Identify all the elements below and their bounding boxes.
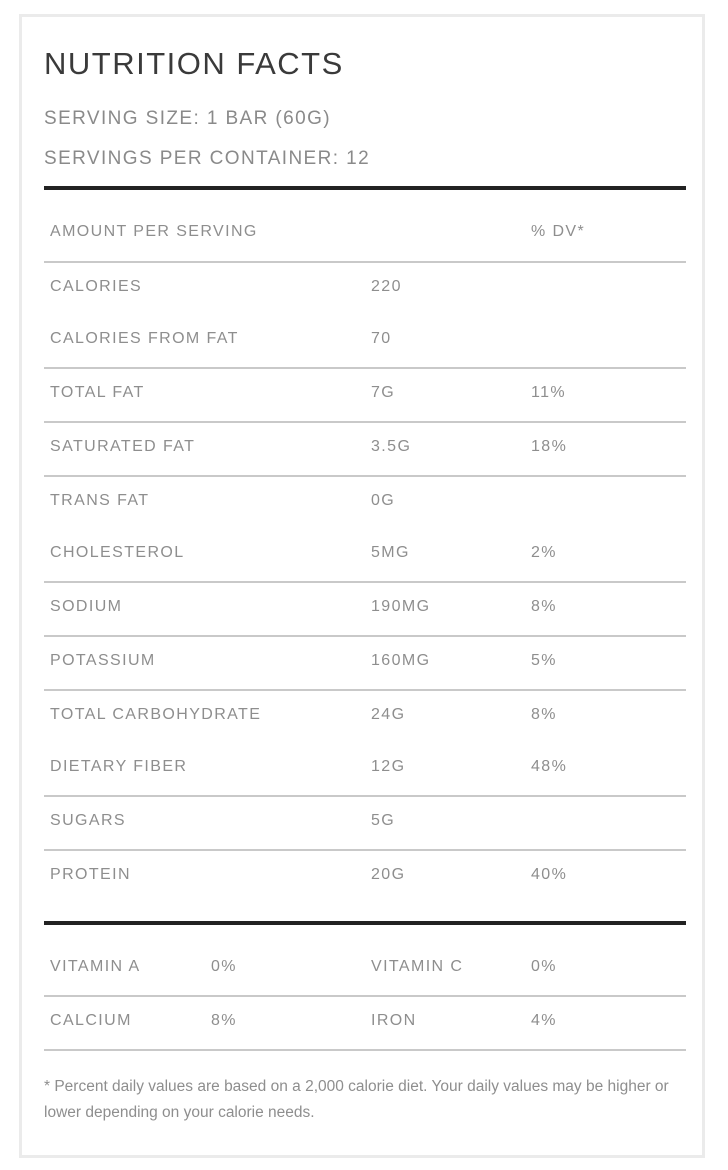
divider <box>44 475 686 477</box>
divider <box>44 261 686 263</box>
nutrient-name: TOTAL FAT <box>50 384 145 401</box>
vitamin-value: 0% <box>211 958 237 975</box>
nutrient-dv: 11% <box>531 384 567 401</box>
nutrient-amount: 190MG <box>371 598 431 615</box>
nutrient-dv: 8% <box>531 706 557 723</box>
page-title: NUTRITION FACTS <box>44 46 344 81</box>
nutrient-dv: 8% <box>531 598 557 615</box>
nutrient-name: CHOLESTEROL <box>50 544 185 561</box>
nutrient-name: CALORIES FROM FAT <box>50 330 239 347</box>
nutrient-amount: 12G <box>371 758 406 775</box>
vitamin-value: 4% <box>531 1012 557 1029</box>
header-amount-per-serving: AMOUNT PER SERVING <box>50 223 258 240</box>
nutrient-amount: 3.5G <box>371 438 412 455</box>
divider <box>44 581 686 583</box>
divider <box>44 421 686 423</box>
servings-per-container: SERVINGS PER CONTAINER: 12 <box>44 148 371 169</box>
vitamin-name: CALCIUM <box>50 1012 132 1029</box>
nutrient-amount: 160MG <box>371 652 431 669</box>
nutrient-amount: 5G <box>371 812 396 829</box>
serving-size: SERVING SIZE: 1 BAR (60G) <box>44 108 332 129</box>
nutrient-name: SATURATED FAT <box>50 438 196 455</box>
nutrient-name: TOTAL CARBOHYDRATE <box>50 706 262 723</box>
nutrition-facts-panel <box>19 14 705 1158</box>
divider <box>44 795 686 797</box>
nutrient-amount: 0G <box>371 492 396 509</box>
vitamin-name: VITAMIN A <box>50 958 141 975</box>
thick-divider <box>44 921 686 925</box>
nutrient-amount: 70 <box>371 330 392 347</box>
nutrient-name: SUGARS <box>50 812 126 829</box>
divider <box>44 635 686 637</box>
nutrient-dv: 2% <box>531 544 557 561</box>
divider <box>44 1049 686 1051</box>
nutrient-name: POTASSIUM <box>50 652 156 669</box>
nutrient-dv: 40% <box>531 866 568 883</box>
nutrient-name: TRANS FAT <box>50 492 150 509</box>
header-percent-dv: % DV* <box>531 223 586 240</box>
vitamin-value: 8% <box>211 1012 237 1029</box>
nutrient-amount: 220 <box>371 278 402 295</box>
divider <box>44 689 686 691</box>
divider <box>44 995 686 997</box>
vitamin-name: VITAMIN C <box>371 958 464 975</box>
nutrient-amount: 5MG <box>371 544 410 561</box>
thick-divider <box>44 186 686 190</box>
vitamin-name: IRON <box>371 1012 417 1029</box>
nutrient-dv: 18% <box>531 438 568 455</box>
daily-value-footnote: * Percent daily values are based on a 2,000 calorie diet. Your daily values may be higher or lower depending on your calorie needs. <box>44 1078 669 1121</box>
nutrient-amount: 20G <box>371 866 406 883</box>
divider <box>44 849 686 851</box>
nutrient-amount: 7G <box>371 384 396 401</box>
nutrient-name: CALORIES <box>50 278 143 295</box>
nutrient-name: SODIUM <box>50 598 123 615</box>
nutrient-amount: 24G <box>371 706 406 723</box>
divider <box>44 367 686 369</box>
nutrient-dv: 5% <box>531 652 557 669</box>
nutrient-name: DIETARY FIBER <box>50 758 188 775</box>
nutrient-dv: 48% <box>531 758 568 775</box>
nutrient-name: PROTEIN <box>50 866 131 883</box>
vitamin-value: 0% <box>531 958 557 975</box>
